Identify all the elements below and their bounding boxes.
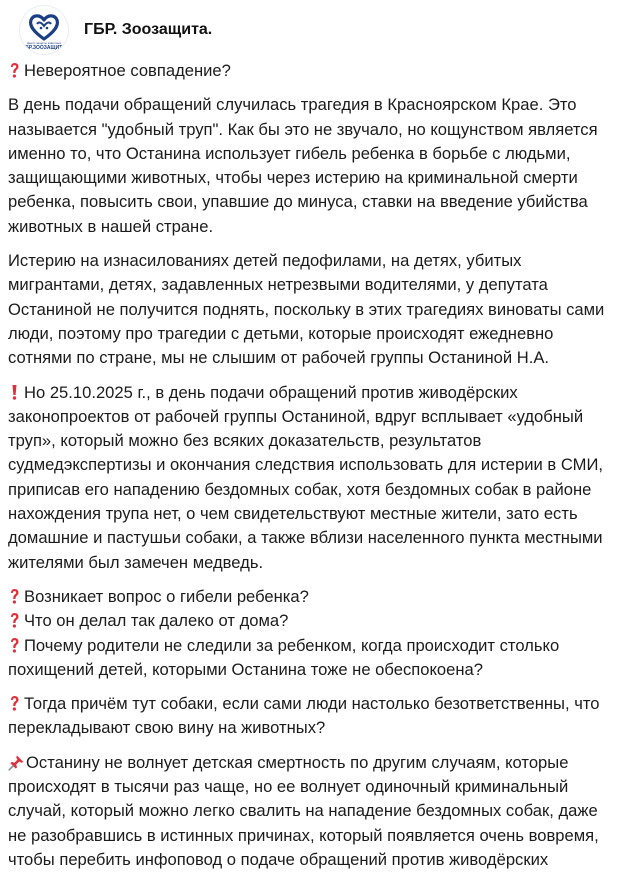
- post-title-text: Невероятное совпадение?: [24, 61, 231, 80]
- red-question-mark-icon: [8, 695, 21, 712]
- heart-paw-logo-icon: [20, 6, 68, 54]
- red-exclamation-mark-icon: [8, 384, 21, 401]
- post-paragraph-last: [8, 751, 618, 872]
- red-question-mark-icon: [8, 588, 21, 605]
- post-header: [0, 0, 623, 62]
- red-question-mark-icon: [8, 62, 21, 79]
- post-paragraph-3-text: Но 25.10.2025 г., в день подачи обращений против живодёрских законопроектов от рабочей группы Останиной, вдруг всплывает «удобный труп», который можно без всяких доказательств, результатов судмедэкспертизы и окончания следствия использовать для истерии в СМИ, приписав его нападению бездомных собак, хотя бездомных собак в районе нахождения трупа нет, о чем свидетельствуют местные жители, зато есть домашние и пастушьи собаки, а также вблизи населенного пункта местными жителями был замечен медведь.: [8, 382, 603, 572]
- post-question-4: [8, 692, 618, 741]
- question-line-1: [8, 585, 618, 609]
- post-paragraph-last-text: Останину не волнует детская смертность по другим случаям, которые происходят в тысячи раз чаще, но ее волнует одиночный криминальный случай, который можно легко свалить на нападение бездомных собак, даже не разобравшись в истинных причинах, который появляется очень вовремя, чтобы перебить инфоповод о подаче обращений против живодёрских: [8, 752, 599, 869]
- post-title-line: [8, 59, 618, 83]
- post-body: [8, 59, 618, 882]
- red-question-mark-icon: [8, 637, 21, 654]
- logo-subtitle: Центр защиты животных: [26, 41, 62, 45]
- logo-title: ГБР.ЗООЗАЩИТА: [22, 45, 66, 51]
- pushpin-icon: [8, 754, 25, 771]
- channel-avatar[interactable]: [20, 6, 68, 54]
- red-question-mark-icon: [8, 612, 21, 629]
- question-text-3: Почему родители не следили за ребенком, когда происходит столько похищений детей, которыми Останина тоже не обеспокоена?: [8, 635, 560, 679]
- question-line-2: [8, 609, 618, 633]
- post-questions-block: [8, 585, 618, 682]
- post-paragraph-1: В день подачи обращений случилась трагедия в Красноярском Крае. Это называется "удобный труп". Как бы это не звучало, но кощунством является именно то, что Останина использует гибель ребенка в борьбе с людьми, защищающими животных, чтобы через истерию на криминальной смерти ребенка, повысить свои, упавшие до минуса, ставки на введение убийства животных в нашей стране.: [8, 95, 598, 236]
- channel-name[interactable]: ГБР. Зоозащита.: [84, 21, 213, 38]
- post-paragraph-3: [8, 381, 618, 575]
- post-paragraph-2: Истерию на изнасилованиях детей педофилами, на детях, убитых мигрантами, детях, задавленных нетрезвыми водителями, у депутата Останиной не получится поднять, поскольку в этих трагедиях виноваты сами люди, поэтому про трагедии с детьми, которые происходят ежедневно сотнями по стране, мы не слышим от рабочей группы Останиной Н.А.: [8, 251, 605, 368]
- question-line-3: [8, 634, 618, 683]
- question-text-4: Тогда причём тут собаки, если сами люди настолько безответственны, что перекладывают свою вину на животных?: [8, 694, 600, 738]
- question-text-2: Что он делал так далеко от дома?: [24, 611, 289, 631]
- question-text-1: Возникает вопрос о гибели ребенка?: [24, 586, 309, 606]
